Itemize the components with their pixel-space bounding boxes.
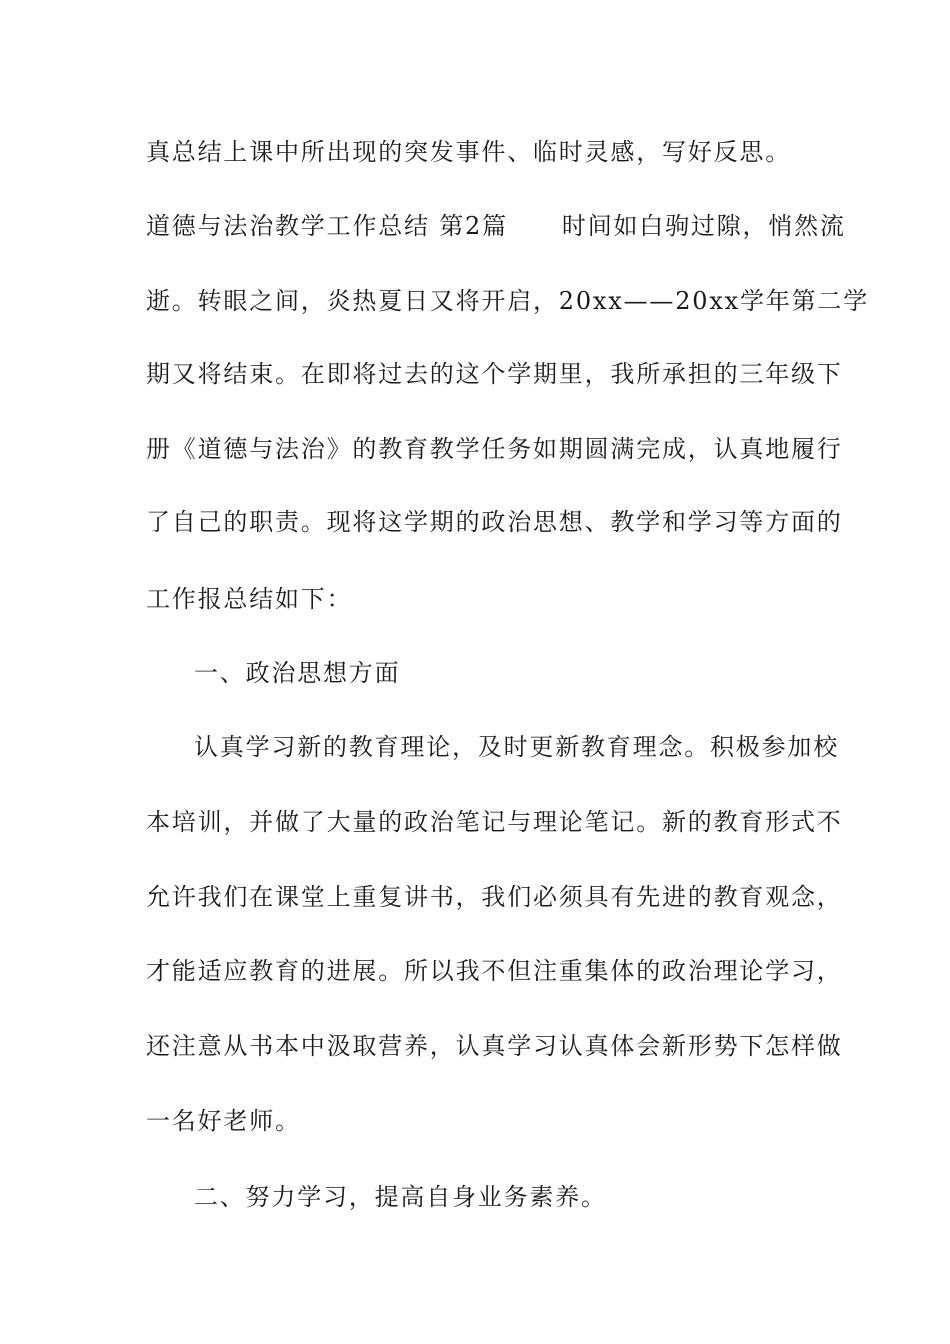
text-line-12: 才能适应教育的进展。所以我不但注重集体的政治理论学习，: [146, 957, 843, 985]
text-line-6: 了自己的职责。现将这学期的政治思想、教学和学习等方面的: [146, 508, 843, 536]
text-line-9: 认真学习新的教育理论，及时更新教育理念。积极参加校: [194, 733, 839, 761]
text-line-3: 逝。转眼之间，炎热夏日又将开启，20xx——20xx学年第二学: [146, 287, 870, 315]
text-line-1: 真总结上课中所出现的突发事件、临时灵感，写好反思。: [146, 138, 791, 166]
text-line-11: 允许我们在课堂上重复讲书，我们必须具有先进的教育观念，: [146, 883, 843, 911]
text-line-4: 期又将结束。在即将过去的这个学期里，我所承担的三年级下: [146, 360, 843, 388]
text-line-14: 一名好老师。: [146, 1107, 301, 1135]
article-title: 道德与法治教学工作总结 第2篇: [146, 212, 508, 240]
section-heading-line: [146, 210, 846, 242]
text-line-5: 册《道德与法治》的教育教学任务如期圆满完成，认真地履行: [146, 435, 843, 463]
text-line-10: 本培训，并做了大量的政治笔记与理论笔记。新的教育形式不: [146, 808, 843, 836]
subheading-2: 二、努力学习，提高自身业务素养。: [194, 1183, 607, 1211]
text-line-7: 工作报总结如下：: [146, 585, 353, 613]
text-line-13: 还注意从书本中汲取营养，认真学习认真体会新形势下怎样做: [146, 1032, 843, 1060]
subheading-1: 一、政治思想方面: [194, 659, 401, 687]
paragraph-opening: 时间如白驹过隙，悄然流: [561, 212, 846, 240]
